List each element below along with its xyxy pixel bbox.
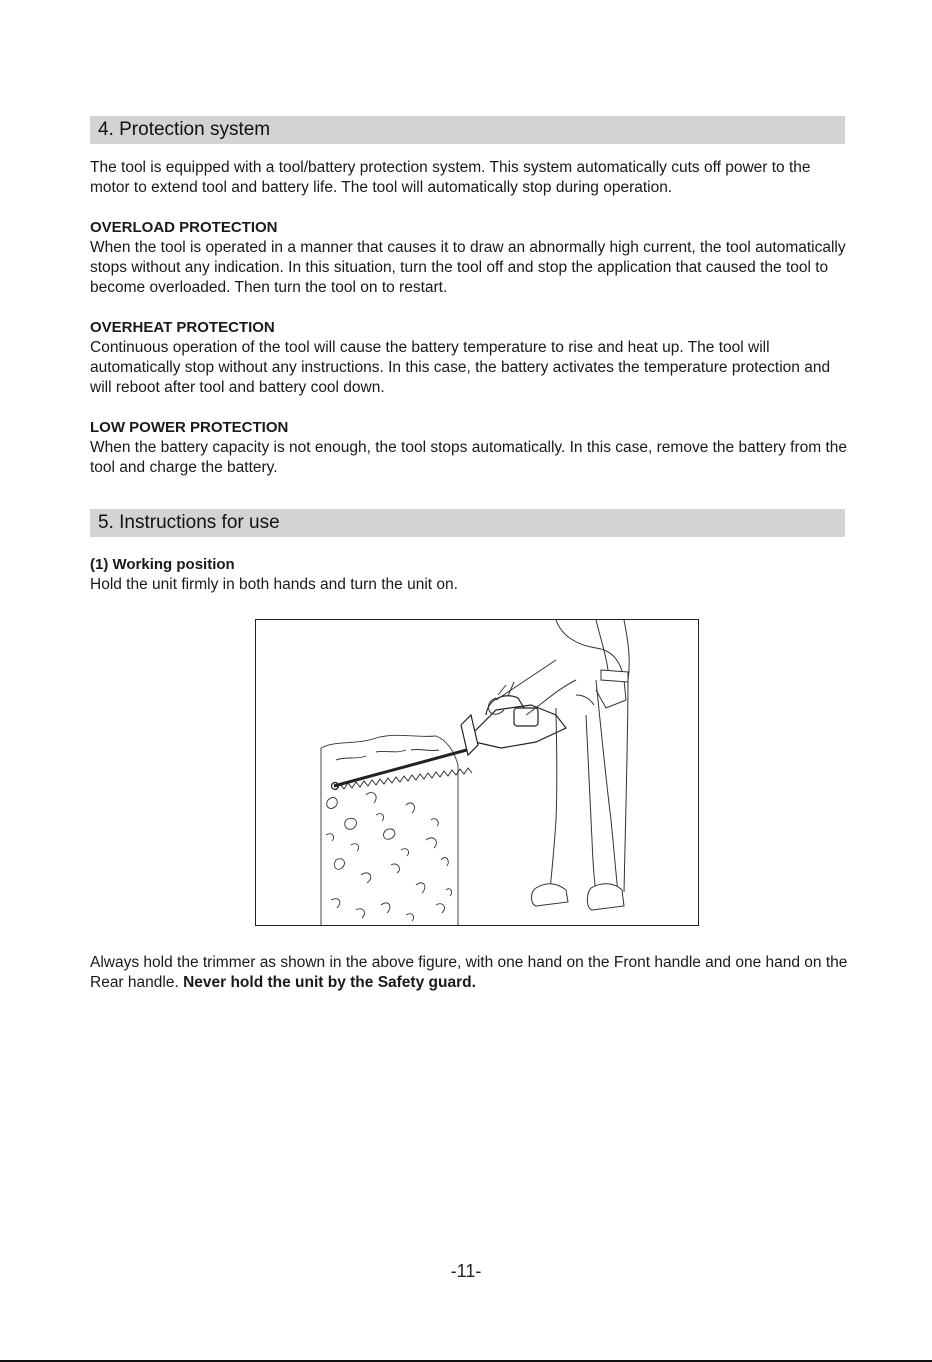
overheat-text: Continuous operation of the tool will cause the battery temperature to rise and heat up. The tool will automatically stop without any instructions. In this case, the battery activates the temperature protection and will reboot after tool and battery cool down. xyxy=(90,339,831,396)
working-position-text: Hold the unit firmly in both hands and turn the unit on. xyxy=(90,576,458,593)
working-position-heading: (1) Working position xyxy=(90,556,235,573)
operator-with-trimmer-illustration xyxy=(256,620,698,925)
page-number: -11- xyxy=(450,1261,482,1281)
figure-caption-normal: Always hold the trimmer as shown in the above figure, with one hand on the Front handle and one hand on the Rear handle. xyxy=(90,954,848,991)
overload-heading: OVERLOAD PROTECTION xyxy=(90,219,278,236)
safety-guard-warning: Never hold the unit by the Safety guard. xyxy=(183,974,476,991)
section-4-title: 4. Protection system xyxy=(90,116,845,144)
section-4-intro: The tool is equipped with a tool/battery protection system. This system automatically cuts off power to the motor to extend tool and battery life. The tool will automatically stop during operation. xyxy=(90,159,811,196)
low-power-heading: LOW POWER PROTECTION xyxy=(90,419,289,436)
section-5-title: 5. Instructions for use xyxy=(90,509,845,537)
hedge-trimmer-figure xyxy=(255,619,699,926)
figure-caption xyxy=(90,953,850,993)
overload-text: When the tool is operated in a manner that causes it to draw an abnormally high current, the tool automatically stops without any indication. In this situation, turn the tool off and stop the application that caused the tool to become overloaded. Then turn the tool on to restart. xyxy=(90,239,846,296)
overheat-heading: OVERHEAT PROTECTION xyxy=(90,319,275,336)
low-power-text: When the battery capacity is not enough, the tool stops automatically. In this case, remove the battery from the tool and charge the battery. xyxy=(90,439,848,476)
